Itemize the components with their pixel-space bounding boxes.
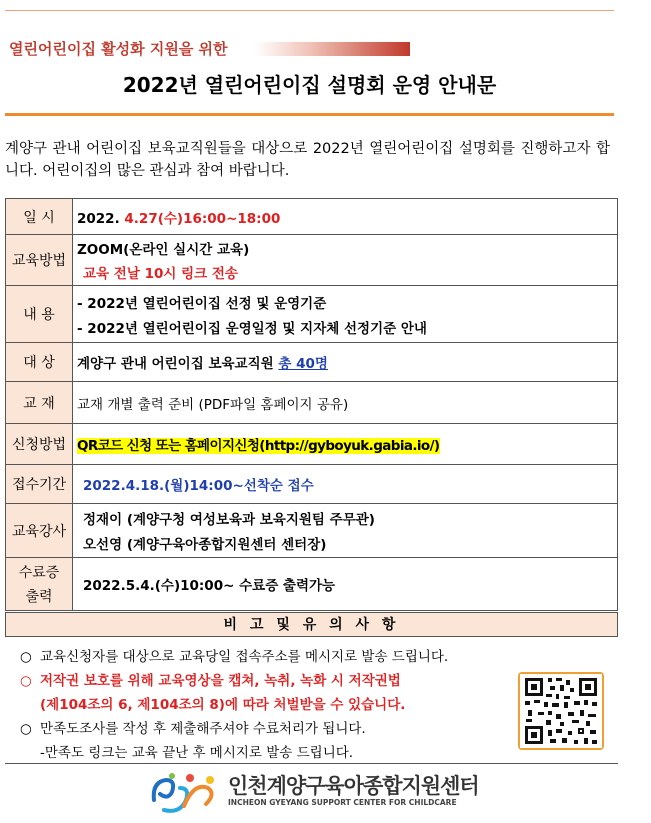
qr-code-icon[interactable] xyxy=(518,672,604,750)
label-method: 교육방법 xyxy=(6,235,73,286)
value-date: 2022. 4.27(수)16:00~18:00 xyxy=(73,199,618,235)
row-date xyxy=(6,199,618,235)
target-count: 총 40명 xyxy=(278,356,328,372)
label-date: 일 시 xyxy=(6,199,73,235)
value-target: 계양구 관내 어린이집 보육교직원 총 40명 xyxy=(73,343,618,382)
label-period: 접수기간 xyxy=(6,465,73,504)
row-apply xyxy=(6,424,618,465)
content-line1: - 2022년 열린어린이집 선정 및 운영기준 xyxy=(77,295,327,312)
value-material: 교재 개별 출력 준비 (PDF파일 홈페이지 공유) xyxy=(73,382,618,424)
center-logo-icon xyxy=(150,770,222,814)
content-line2: - 2022년 열린어린이집 운영일정 및 지자체 선정기준 안내 xyxy=(77,320,427,337)
row-content xyxy=(6,286,618,343)
label-certificate: 수료증 출력 xyxy=(6,558,73,611)
value-method xyxy=(73,235,618,286)
footer-logo xyxy=(150,768,480,816)
instructor-line2: 오선영 (계양구육아종합지원센터 센터장) xyxy=(83,537,327,553)
note-item: ○ 교육신청자를 대상으로 교육당일 접속주소를 메시지로 발송 드립니다. xyxy=(20,649,449,665)
intro-paragraph: 계양구 관내 어린이집 보육교직원들을 대상으로 2022년 열린어린이집 설명회를 진행하고자 합니다. 어린이집의 많은 관심과 참여 바랍니다. xyxy=(5,141,610,179)
label-content: 내 용 xyxy=(6,286,73,343)
note-item: ○ 저작권 보호를 위해 교육영상을 캡쳐, 녹취, 녹화 시 저작권법 xyxy=(20,673,401,689)
row-method xyxy=(6,235,618,286)
header xyxy=(5,10,614,116)
instructor-line1: 정재이 (계양구청 여성보육과 보육지원팀 주무관) xyxy=(83,512,375,528)
value-content xyxy=(73,286,618,343)
date-time: 4.27(수)16:00~18:00 xyxy=(124,210,281,227)
method-line2: 교육 전날 10시 링크 전송 xyxy=(83,266,238,282)
value-period: 2022.4.18.(월)14:00~선착순 접수 xyxy=(73,465,618,504)
note-item: -만족도 링크는 교육 끝난 후 메시지로 발송 드립니다. xyxy=(40,745,354,761)
notes-title: 비 고 및 유 의 사 항 xyxy=(5,612,618,637)
row-certificate xyxy=(6,558,618,611)
label-instructor: 교육강사 xyxy=(6,504,73,558)
note-item: (제104조의 6, 제104조의 8)에 따라 처벌받을 수 있습니다. xyxy=(40,697,406,713)
label-target: 대 상 xyxy=(6,343,73,382)
label-apply: 신청방법 xyxy=(6,424,73,465)
value-certificate: 2022.5.4.(수)10:00~ 수료증 출력가능 xyxy=(73,558,618,611)
row-material xyxy=(6,382,618,424)
value-instructor xyxy=(73,504,618,558)
header-kicker: 열린어린이집 활성화 지원을 위한 xyxy=(9,40,228,58)
note-item: ○ 만족도조사를 작성 후 제출해주셔야 수료처리가 됩니다. xyxy=(20,721,366,737)
row-period xyxy=(6,465,618,504)
value-apply xyxy=(73,424,618,465)
row-instructor xyxy=(6,504,618,558)
method-line1: ZOOM(온라인 실시간 교육) xyxy=(77,242,250,258)
label-material: 교 재 xyxy=(6,382,73,424)
center-name-ko: 인천계양구육아종합지원센터 xyxy=(228,774,479,798)
row-target xyxy=(6,343,618,382)
info-table xyxy=(5,198,618,611)
page-title: 2022년 열린어린이집 설명회 운영 안내문 xyxy=(122,73,497,97)
kicker-gradient-bar xyxy=(255,42,410,56)
center-name-en: INCHEON GYEYANG SUPPORT CENTER FOR CHILDCARE xyxy=(228,798,457,807)
apply-link[interactable]: QR코드 신청 또는 홈페이지신청(http://gyboyuk.gabia.io/) xyxy=(77,438,440,454)
